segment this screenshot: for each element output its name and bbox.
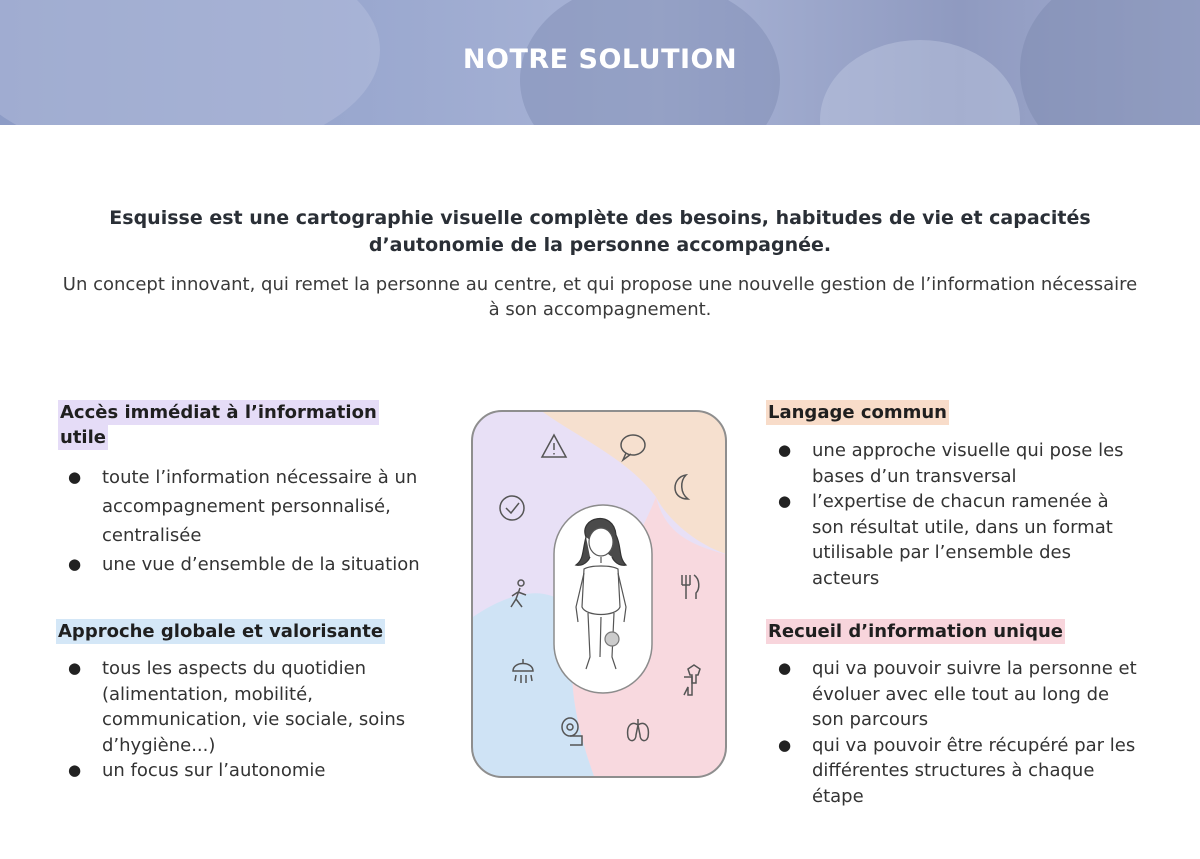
list-item: ● une approche visuelle qui pose les bases d’un transversal: [768, 438, 1140, 489]
section-langage-list: [768, 438, 1140, 591]
list-item: ● qui va pouvoir être récupéré par les différentes structures à chaque étape: [768, 733, 1140, 810]
section-acces-heading: [58, 400, 379, 450]
section-approche-heading: Approche globale et valorisante: [58, 621, 384, 642]
intro-summary: Esquisse est une cartographie visuelle complète des besoins, habitudes de vie et capacités d’autonomie de la personne accompagnée.: [109, 207, 1091, 256]
cartography-illustration: [466, 407, 736, 782]
intro-description: Un concept innovant, qui remet la personne au centre, et qui propose une nouvelle gestion de l’information nécessaire à son accompagnement.: [62, 274, 1138, 320]
section-heading-line: utile: [60, 427, 106, 448]
section-heading-line: Accès immédiat à l’information: [60, 402, 377, 423]
header-banner: [0, 0, 1200, 125]
list-item: ● tous les aspects du quotidien (alimentation, mobilité, communication, vie sociale, soins d’hygiène...): [58, 656, 438, 758]
list-item: ● une vue d’ensemble de la situation: [58, 552, 428, 578]
section-recueil-list: [768, 656, 1140, 809]
list-item: ● qui va pouvoir suivre la personne et évoluer avec elle tout au long de son parcours: [768, 656, 1140, 733]
section-langage-heading: Langage commun: [768, 402, 947, 423]
list-item: ● toute l’information nécessaire à un accompagnement personnalisé, centralisée: [58, 463, 428, 550]
section-acces-list: [58, 463, 428, 578]
list-item: ● l’expertise de chacun ramenée à son résultat utile, dans un format utilisable par l’ensemble des acteurs: [768, 489, 1140, 591]
list-item: ● un focus sur l’autonomie: [58, 758, 438, 784]
page-title: NOTRE SOLUTION: [462, 44, 738, 75]
section-approche-list: [58, 656, 438, 784]
section-recueil-heading: Recueil d’information unique: [768, 621, 1063, 642]
